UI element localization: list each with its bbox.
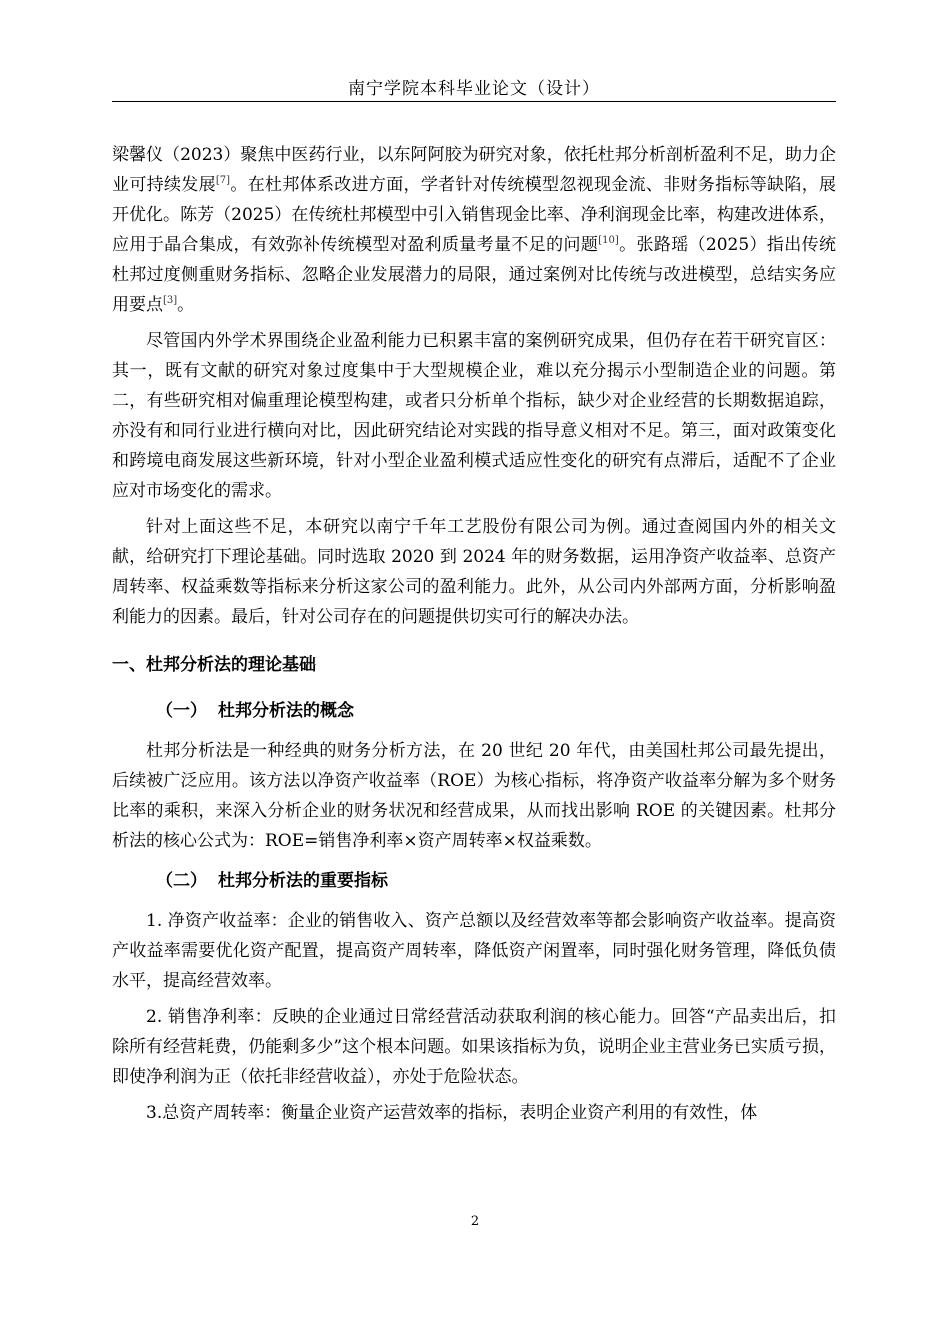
paragraph-dupont-concept: 杜邦分析法是一种经典的财务分析方法，在 20 世纪 20 年代，由美国杜邦公司最先提出，后续被广泛应用。该方法以净资产收益率（ROE）为核心指标，将净资产收益率分解为多个财务比率的乘积，来深入分析企业的财务状况和经营成果，从而找出影响 ROE 的关键因素。杜邦分析法的核心公式为：ROE=销售净利率×资产周转率×权益乘数。: [112, 741, 836, 851]
page-header: 南宁学院本科毕业论文（设计）: [348, 79, 600, 99]
paragraph-indicator-asset-turnover: 3.总资产周转率：衡量企业资产运营效率的指标，表明企业资产利用的有效性，体: [146, 1103, 758, 1123]
subsection-title: 杜邦分析法的重要指标: [218, 871, 388, 891]
document-body: [112, 140, 836, 1134]
paragraph-literature-review: 梁馨仪（2023）聚焦中医药行业，以东阿阿胶为研究对象，依托杜邦分析剖析盈利不足，助力企业可持续发展[7]。在杜邦体系改进方面，学者针对传统模型忽视现金流、非财务指标等缺陷，展开优化。陈芳（2025）在传统杜邦模型中引入销售现金比率、净利润现金比率，构建改进体系，应用于晶合集成，有效弥补传统模型对盈利质量考量不足的问题[10]。张路瑶（2025）指出传统杜邦过度侧重财务指标、忽略企业发展潜力的局限，通过案例对比传统与改进模型，总结实务应用要点[3]。: [112, 145, 837, 315]
paragraph-research-plan: 针对上面这些不足，本研究以南宁千年工艺股份有限公司为例。通过查阅国内外的相关文献，给研究打下理论基础。同时选取 2020 到 2024 年的财务数据，运用净资产收益率、总资产周转率、权益乘数等指标来分析这家公司的盈利能力。此外，从公司内外部两方面，分析影响盈利能力的因素。最后，针对公司存在的问题提供切实可行的解决办法。: [112, 517, 836, 627]
citation-7: [7]: [215, 175, 231, 186]
page-number: 2: [470, 1214, 480, 1229]
header-divider: [112, 101, 836, 102]
section-heading-1: 一、杜邦分析法的理论基础: [112, 655, 316, 675]
paragraph-indicator-roe: 1. 净资产收益率：企业的销售收入、资产总额以及经营效率等都会影响资产收益率。提高资产收益率需要优化资产配置，提高资产周转率，降低资产闲置率，同时强化财务管理，降低负债水平，提高经营效率。: [112, 911, 836, 991]
citation-3: [3]: [163, 295, 178, 306]
citation-10: [10]: [598, 235, 619, 246]
subsection-heading-indicators: [156, 866, 836, 896]
subsection-number: （二）: [156, 871, 207, 891]
subsection-title: 杜邦分析法的概念: [218, 701, 354, 721]
paragraph-indicator-net-margin: 2. 销售净利率：反映的企业通过日常经营活动获取利润的核心能力。回答“产品卖出后，扣除所有经营耗费，仍能剩多少”这个根本问题。如果该指标为负，说明企业主营业务已实质亏损，即使净利润为正（依托非经营收益），亦处于危险状态。: [112, 1007, 836, 1087]
subsection-heading-concept: [156, 696, 836, 726]
subsection-number: （一）: [156, 701, 207, 721]
paragraph-research-gaps: 尽管国内外学术界围绕企业盈利能力已积累丰富的案例研究成果，但仍存在若干研究盲区：其一，既有文献的研究对象过度集中于大型规模企业，难以充分揭示小型制造企业的问题。第二，有些研究相对偏重理论模型构建，或者只分析单个指标，缺少对企业经营的长期数据追踪，亦没有和同行业进行横向对比，因此研究结论对实践的指导意义相对不足。第三，面对政策变化和跨境电商发展这些新环境，针对小型企业盈利模式适应性变化的研究有点滞后，适配不了企业应对市场变化的需求。: [112, 331, 836, 501]
